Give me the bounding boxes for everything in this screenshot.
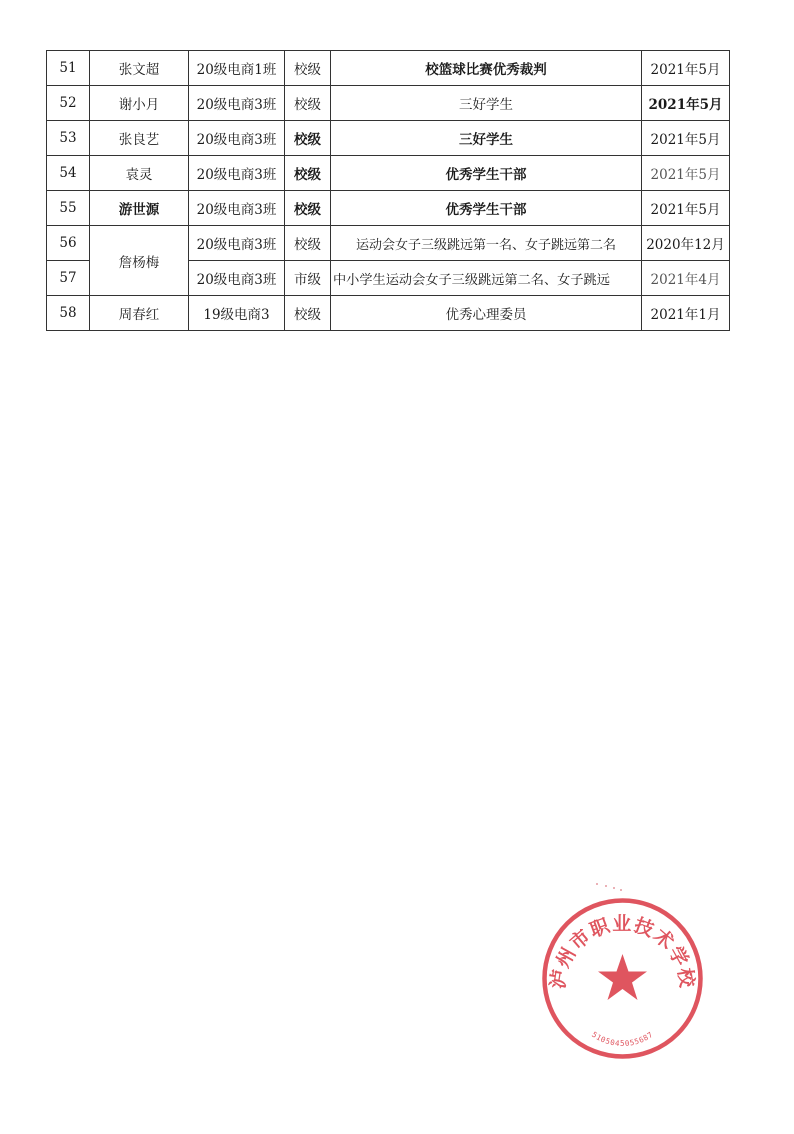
- award-level: 校级: [285, 296, 331, 331]
- row-number: 54: [47, 156, 90, 191]
- row-number: 55: [47, 191, 90, 226]
- award-title: 中小学生运动会女子三级跳远第二名、女子跳远: [331, 261, 642, 296]
- scan-speck: [620, 889, 622, 891]
- class-name: 20级电商3班: [189, 86, 285, 121]
- student-name: 周春红: [90, 296, 189, 331]
- table-row: [47, 51, 730, 86]
- awards-table: [46, 50, 730, 331]
- award-level: 校级: [285, 121, 331, 156]
- award-title: 优秀学生干部: [331, 156, 642, 191]
- award-level: 校级: [285, 86, 331, 121]
- awards-table-container: [46, 50, 730, 331]
- award-title: 三好学生: [331, 121, 642, 156]
- star-icon: [598, 954, 647, 1000]
- award-level: 校级: [285, 191, 331, 226]
- award-level: 校级: [285, 156, 331, 191]
- student-name: 袁灵: [90, 156, 189, 191]
- class-name: 20级电商3班: [189, 191, 285, 226]
- award-date: 2021年5月: [642, 156, 730, 191]
- row-number: 53: [47, 121, 90, 156]
- class-name: 20级电商3班: [189, 261, 285, 296]
- class-name: 20级电商1班: [189, 51, 285, 86]
- class-name: 20级电商3班: [189, 121, 285, 156]
- school-seal: [540, 896, 705, 1061]
- scan-speck: [613, 887, 615, 889]
- award-date: 2021年5月: [642, 121, 730, 156]
- row-number: 52: [47, 86, 90, 121]
- table-row: [47, 156, 730, 191]
- student-name: 张文超: [90, 51, 189, 86]
- table-row: [47, 191, 730, 226]
- award-level: 校级: [285, 226, 331, 261]
- student-name: 詹杨梅: [90, 226, 189, 296]
- award-title: 优秀学生干部: [331, 191, 642, 226]
- award-title: 运动会女子三级跳远第一名、女子跳远第二名: [331, 226, 642, 261]
- seal-code: 5105045055687: [590, 1029, 655, 1049]
- award-date: 2021年5月: [642, 191, 730, 226]
- award-date: 2021年4月: [642, 261, 730, 296]
- row-number: 56: [47, 226, 90, 261]
- scan-speck: [605, 885, 607, 887]
- table-row: [47, 226, 730, 261]
- award-date: 2021年5月: [642, 86, 730, 121]
- award-date: 2020年12月: [642, 226, 730, 261]
- award-title: 优秀心理委员: [331, 296, 642, 331]
- table-row: [47, 296, 730, 331]
- scan-speck: [596, 883, 598, 885]
- table-row: [47, 121, 730, 156]
- row-number: 57: [47, 261, 90, 296]
- class-name: 19级电商3: [189, 296, 285, 331]
- award-title: 三好学生: [331, 86, 642, 121]
- student-name: 张良艺: [90, 121, 189, 156]
- class-name: 20级电商3班: [189, 226, 285, 261]
- seal-school-name: 泸州市职业技术学校: [546, 913, 699, 991]
- row-number: 51: [47, 51, 90, 86]
- table-row: [47, 86, 730, 121]
- student-name: 游世源: [90, 191, 189, 226]
- award-date: 2021年1月: [642, 296, 730, 331]
- student-name: 谢小月: [90, 86, 189, 121]
- award-title: 校篮球比赛优秀裁判: [331, 51, 642, 86]
- award-level: 市级: [285, 261, 331, 296]
- award-date: 2021年5月: [642, 51, 730, 86]
- row-number: 58: [47, 296, 90, 331]
- class-name: 20级电商3班: [189, 156, 285, 191]
- award-level: 校级: [285, 51, 331, 86]
